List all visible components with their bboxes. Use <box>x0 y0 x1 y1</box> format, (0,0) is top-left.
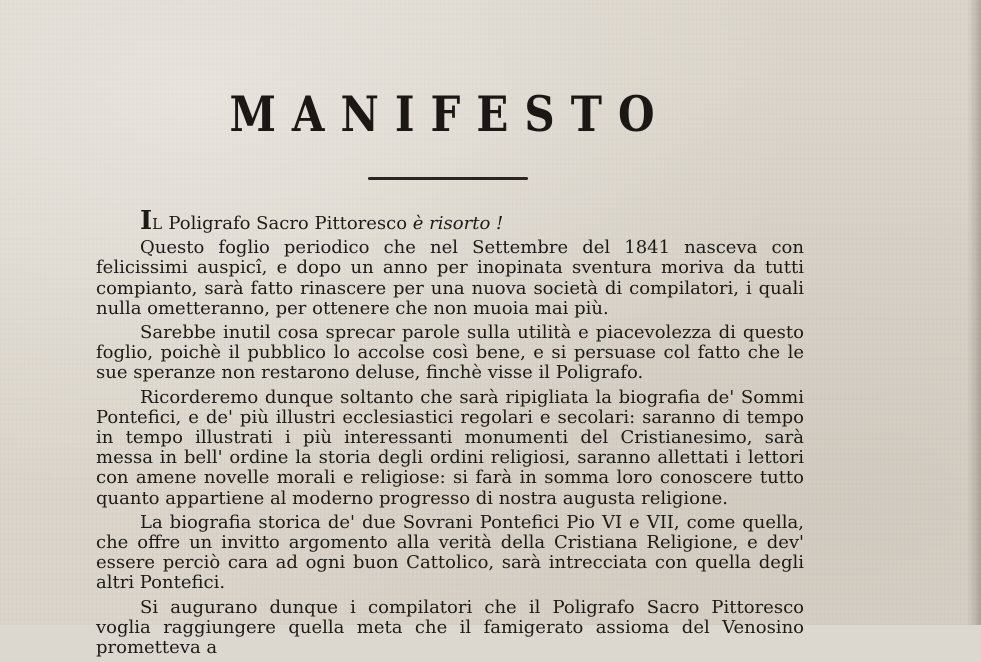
paragraph-1: Questo foglio periodico che nel Settembre del 1841 nasceva con felicissimi auspicî, e dopo un anno per inopinata sventura moriva da tutti compianto, sarà fatto rinascere per una nuova società di compilatori, i quali nulla ometteranno, per ottenere che non muoia mai più. <box>96 237 804 319</box>
paragraph-3: Ricorderemo dunque soltanto che sarà ripigliata la biografia de' Sommi Pontefici, e de' più illustri ecclesiastici regolari e secolari: saranno di tempo in tempo illustrati i più interessanti monumenti del Cristianesimo, sarà messa in bell' ordine la storia degli ordini religiosi, saranno allettati i lettori con amene novelle morali e religiose: si farà in somma loro conoscere tutto quanto appartiene al moderno progresso di nostra augusta religione. <box>96 386 804 509</box>
intro-italic: è risorto ! <box>412 213 504 234</box>
paragraph-2: Sarebbe inutil cosa sprecar parole sulla utilità e piacevolezza di questo foglio, poichè il pubblico lo accolse così bene, e si persuase col fatto che le sue speranze non restarono deluse, finchè visse il Poligrafo. <box>96 322 804 384</box>
page-edge-shadow <box>967 0 981 625</box>
intro-text: Poligrafo Sacro Pittoresco <box>162 213 413 234</box>
paragraph-5: Si augurano dunque i compilatori che il Poligrafo Sacro Pittoresco voglia raggiungere quella meta che il famigerato assioma del Venosino prometteva a <box>96 596 804 659</box>
document-body <box>96 206 804 662</box>
smallcap-letter: L <box>152 215 163 233</box>
title-divider <box>368 177 528 180</box>
intro-line <box>96 206 804 236</box>
dropcap-letter: I <box>140 206 153 236</box>
paragraph-4: La biografia storica de' due Sovrani Pontefici Pio VI e VII, come quella, che offre un invitto argomento alla verità della Cristiana Religione, e dev' essere perciò cara ad ogni buon Cattolico, sarà intrecciata con quella degli altri Pontefici. <box>96 511 804 594</box>
page-title: MANIFESTO <box>229 86 671 143</box>
